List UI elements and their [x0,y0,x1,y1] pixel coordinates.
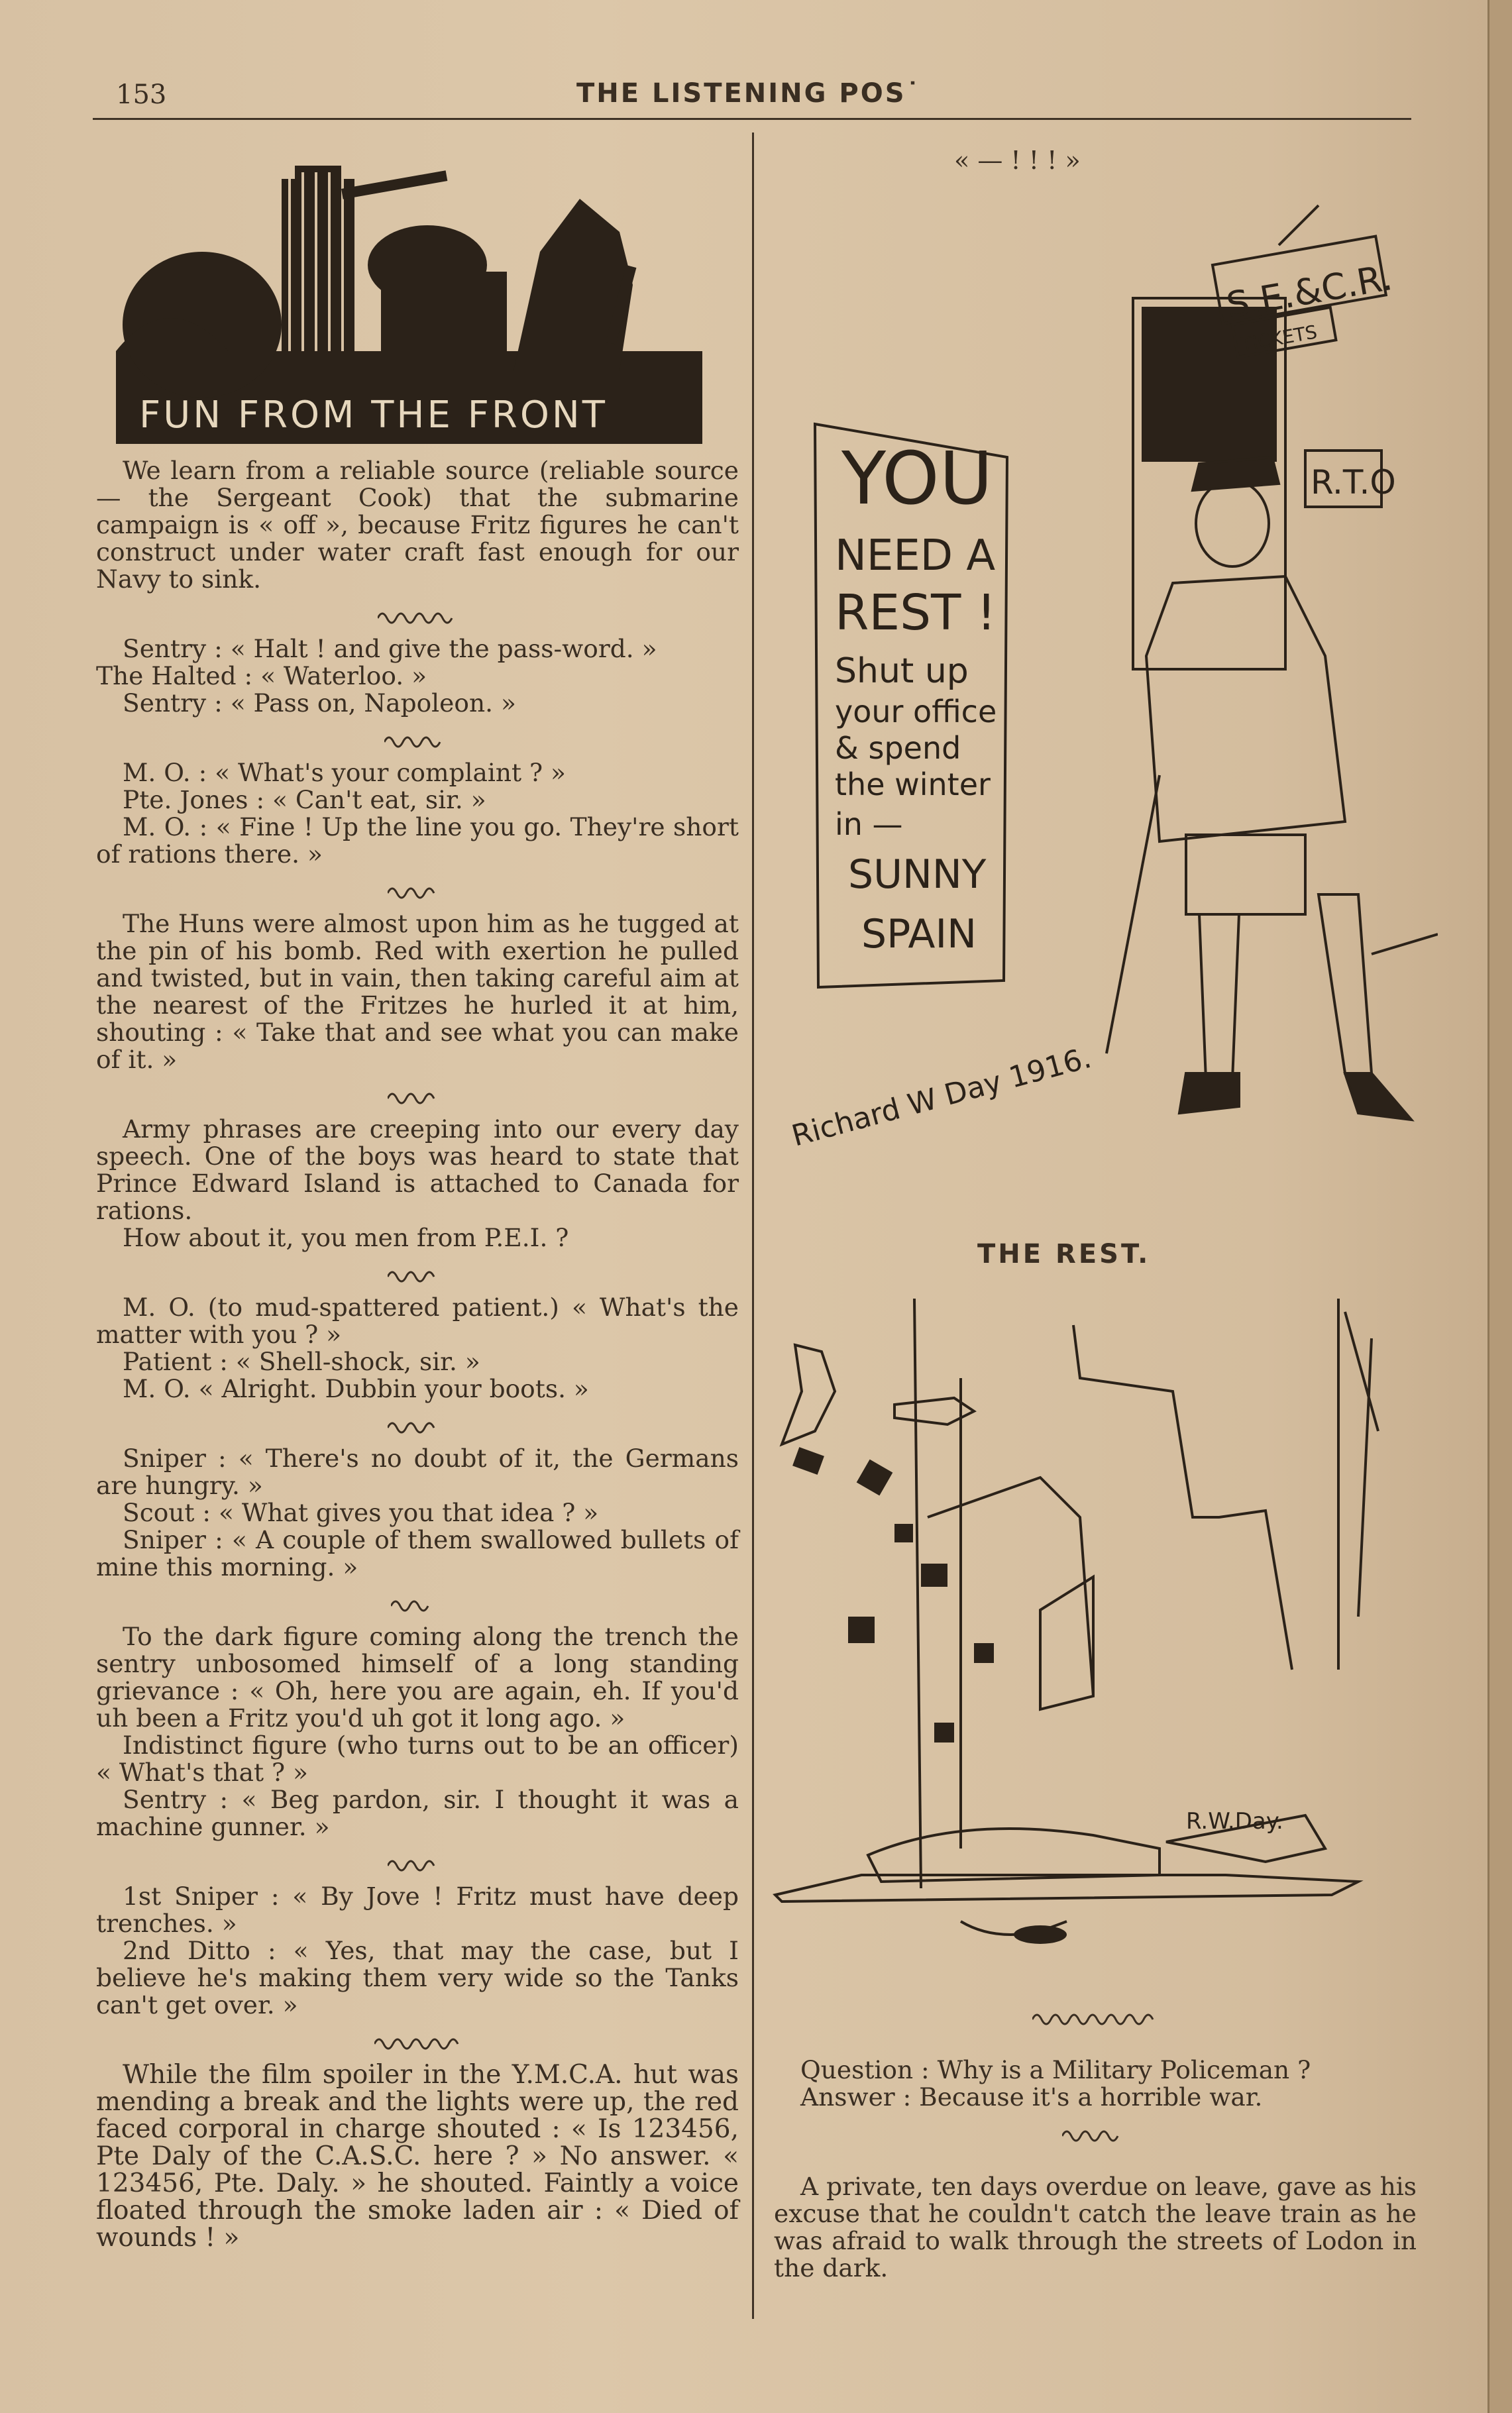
page-edge [1487,0,1512,2413]
item-film: While the film spoiler in the Y.M.C.A. hut was mending a break and the lights were up, the red faced corporal in charge shouted : « Is 123456, Pte Daly of the C.A.S.C. here ? » No answer. « 123456, Pte. Daly. » he shouted. Faintly a voice floated through the smoke laden air : « Died of wounds ! » [96,2060,739,2253]
tanks-line-1: 1st Sniper : « By Jove ! Fritz must have deep trenches. » [96,1882,739,1938]
squiggle-divider [96,1263,739,1294]
squiggle-divider [96,1415,739,1445]
shell-shock-line-2: Patient : « Shell-shock, sir. » [123,1347,480,1376]
sentry-line-3: Sentry : « Pass on, Napoleon. » [123,688,516,718]
page-number: 153 [116,80,167,110]
tanks-line-2: 2nd Ditto : « Yes, that may the case, but I believe he's making them very wide so the Tanks can't get over. » [96,1936,739,2019]
trench-line-3: Sentry : « Beg pardon, sir. I thought it was a machine gunner. » [96,1785,739,1841]
banner-title: FUN FROM THE FRONT [139,394,608,437]
sentry-line-2: The Halted : « Waterloo. » [96,661,427,690]
sniper-line-3: Sniper : « A couple of them swallowed bullets of mine this morning. » [96,1525,739,1582]
item-bomb: The Huns were almost upon him as he tugged at the pin of his bomb. Red with exertion he pulled and twisted, but in vain, then taking careful aim at the nearest of the Fritzes he hurled it at him, shouting : « Take that and see what you can make of it. » [96,909,739,1074]
poster-line-10: SPAIN [861,911,977,957]
poster-line-2: NEED A [835,531,996,580]
sign-rto: R.T.O [1311,463,1396,502]
squiggle-divider [96,1852,739,1883]
signature-1: Richard W Day 1916. [788,1040,1095,1153]
left-column [96,457,739,2251]
trench-line-2: Indistinct figure (who turns out to be an officer) « What's that ? » [96,1731,739,1787]
running-title: THE LISTENING POS˙ [576,78,922,109]
sniper-line-1: Sniper : « There's no doubt of it, the Germans are hungry. » [96,1444,739,1500]
squiggle-divider [96,1085,739,1116]
cartoon2-caption: THE REST. [977,1239,1151,1269]
signature-2: R.W.Day. [1186,1808,1283,1835]
qa-question: Question : Why is a Military Policeman ? [800,2055,1311,2084]
shell-shock-line-3: M. O. « Alright. Dubbin your boots. » [123,1374,589,1403]
poster-line-6: & spend [835,730,961,766]
poster-line-1: YOU [841,436,993,521]
cartoon1-heading: « — ! ! ! » [954,146,1081,175]
item-leave: A private, ten days overdue on leave, gave as his excuse that he couldn't catch the leave train as he was afraid to walk through the streets of Lodon in the dark. [774,2172,1417,2282]
item-submarine: We learn from a reliable source (reliable source — the Sergeant Cook) that the submarine campaign is « off », because Fritz figures he can't construct under water craft fast enough for our Navy to sink. [96,456,739,594]
poster-line-8: in — [835,806,903,842]
poster-line-7: the winter [835,767,991,802]
squiggle-divider [96,880,739,910]
qa-answer: Answer : Because it's a horrible war. [800,2082,1263,2112]
trench-line-1: To the dark figure coming along the trench the sentry unbosomed himself of a long standing grievance : « Oh, here you are again, eh. If you'd uh been a Fritz you'd uh got it long ago. » [96,1622,739,1733]
sniper-line-2: Scout : « What gives you that idea ? » [123,1498,599,1527]
squiggle-divider [774,2006,1417,2037]
squiggle-divider [96,605,739,635]
sentry-line-1: Sentry : « Halt ! and give the pass-word. » [123,634,657,663]
sign-secr: S.E.&C.R. [1223,256,1395,327]
squiggle-divider [96,1593,739,1623]
header-rule [93,118,1411,120]
squiggle-divider [96,729,739,759]
mo-line-1: M. O. : « What's your complaint ? » [123,758,566,787]
the-rest-cartoon [762,1299,1438,1968]
right-column-text [774,1994,1417,2282]
poster-line-3: REST ! [835,584,997,641]
shell-shock-line-1: M. O. (to mud-spattered patient.) « What's the matter with you ? » [96,1293,739,1349]
rest-poster-cartoon [775,192,1438,1186]
squiggle-divider [96,2031,739,2061]
sign-tickets: TICKETS [1239,321,1319,356]
item-army-phrases: Army phrases are creeping into our every day speech. One of the boys was heard to state that Prince Edward Island is attached to Canada for rations. [96,1114,739,1225]
poster-line-4: Shut up [835,651,969,691]
squiggle-divider [774,2123,1417,2153]
item-pei: How about it, you men from P.E.I. ? [123,1223,569,1252]
mo-line-3: M. O. : « Fine ! Up the line you go. They're short of rations there. » [96,812,739,869]
poster-line-5: your office [835,694,997,729]
poster-line-9: SUNNY [848,851,987,898]
mo-line-2: Pte. Jones : « Can't eat, sir. » [123,785,486,814]
column-rule [752,133,754,2319]
